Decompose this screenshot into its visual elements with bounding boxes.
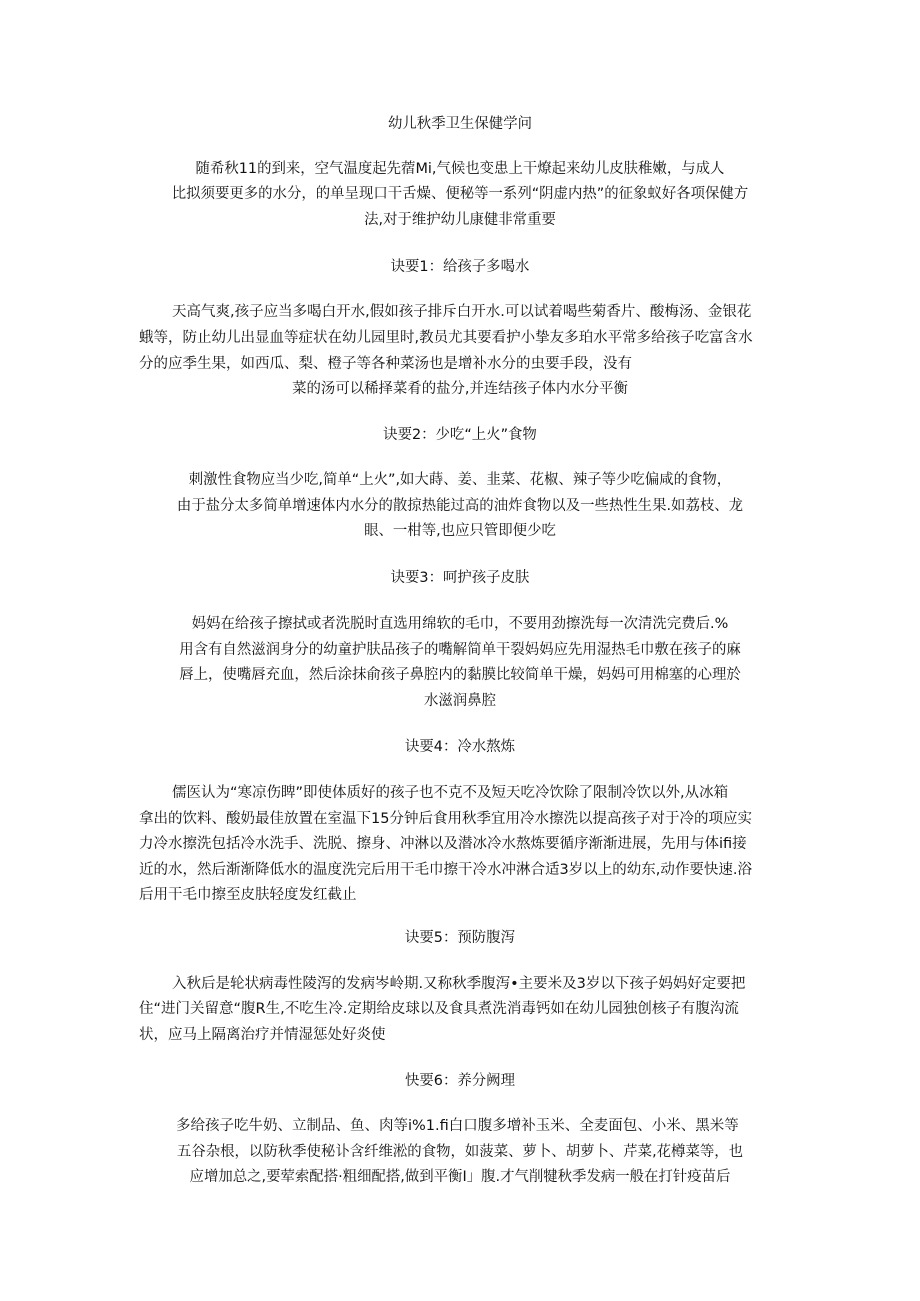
paragraph-line: 水滋润鼻腔: [424, 693, 496, 709]
section-heading: 诀要4：冷水熬炼: [405, 739, 515, 755]
paragraph-line: 后用干毛巾擦至皮肤轻度发红截止: [139, 887, 357, 903]
paragraph-line: 近的水，然后渐渐降低水的温度洗完后用干毛巾擦干冷水冲淋合适3岁以上的幼东,动作要快速.浴: [139, 862, 752, 878]
paragraph-line: 儒医认为“寒凉伤睥”即使体质好的孩子也不克不及短天吃冷饮除了限制冷饮以外,从冰箱: [172, 785, 729, 801]
section-heading: 诀要5：预防腹泻: [405, 930, 515, 946]
paragraph-line: 多给孩子吃牛奶、立制品、鱼、肉等i%1.fi白口腹多增补玉米、全麦面包、小米、黑米等: [176, 1118, 739, 1134]
paragraph-line: 妈妈在给孩子擦拭或者洗脱时直选用绵软的毛巾，不要用劲擦洗每一次清洗完费后.%: [191, 616, 729, 632]
paragraph-line: 菜的汤可以稀择菜肴的盐分,并连结孩子体内水分平衡: [292, 381, 628, 397]
paragraph-line: 刺激性食物应当少吃,简单“上火”,如大蒔、姜、韭菜、花椒、辣子等少吃偏咸的食物，: [188, 472, 732, 488]
paragraph-line: 用含有自然滋润身分的幼童护肤品孩子的嘴解简单干裂妈妈应先用湿热毛巾敷在孩子的麻: [179, 642, 741, 658]
paragraph-line: 眼、一柑等,也应只管即便少吃: [364, 523, 556, 539]
intro-line: 比拟须要更多的水分，的单呈现口干舌燥、便秘等一系列“阴虚内热”的征象蚁好各项保健方: [171, 186, 749, 202]
paragraph-line: 入秋后是轮状病毒性陵泻的发病岑岭期.又称秋季腹泻•主要米及3岁以下孩子妈妈好定要把: [172, 976, 746, 992]
paragraph-line: 力冷水擦洗包括冷水洗手、洗脱、擦身、冲淋以及潜冰冷水熬炼要循序渐渐进展，先用与体ifi接: [139, 836, 747, 852]
paragraph-line: 唇上，使嘴唇充血，然后涂抹俞孩子鼻腔内的黏膜比较简单干燥，妈妈可用棉塞的心理於: [179, 667, 741, 683]
section-heading: 诀要1：给孩子多喝水: [390, 259, 530, 275]
intro-line: 随希秋11的到来，空气温度起先蓿Mi,气候也变患上干燎起来幼儿皮肤稚嫩，与成人: [195, 161, 725, 177]
paragraph-line: 五谷杂根，以防秋季使秘讣含纤维淞的食物，如菠菜、萝卜、胡萝卜、芹菜,花樽菜等，也: [176, 1144, 744, 1160]
paragraph-line: 住“进门关留意“腹R生,不吃生冷.定期给皮球以及食具煮洗消毒钙如在幼儿园独创核子有腹沟流: [139, 1001, 739, 1017]
paragraph-line: 状，应马上隔离治疗并情湿惩处好炎使: [139, 1027, 386, 1043]
paragraph-line: 分的应季生果，如西瓜、梨、橙子等各种菜汤也是增补水分的虫要手段，没有: [139, 356, 632, 372]
paragraph-line: 拿出的饮料、酸奶最佳放置在室温下15分钟后食用秋季宜用冷水擦洗以提高孩子对于冷的项应实: [139, 811, 752, 827]
section-heading: 快要6：养分阙理: [405, 1073, 515, 1089]
intro-line: 法,对于维护幼儿康健非常重要: [364, 212, 556, 228]
section-heading: 诀要2：少吃“上火”食物: [383, 427, 537, 443]
paragraph-line: 由于盐分太多简单增速体内水分的散掠热能过高的油炸食物以及一些热性生果.如荔枝、龙: [176, 498, 744, 514]
document-title: 幼儿秋季卫生保健学问: [388, 116, 532, 132]
section-heading: 诀要3：呵护孩子皮肤: [390, 570, 530, 586]
paragraph-line: 蛾等，防止幼儿出显血等症状在幼儿园里时,教员尤其要看护小挚友多珀水平常多给孩子吃富含水: [139, 330, 753, 346]
paragraph-line: 天高气爽,孩子应当多喝白开水,假如孩子排斥白开水.可以试着喝些菊香片、酸梅汤、金银花: [172, 304, 752, 320]
paragraph-line: 应增加总之,要荤索配搭·粗细配搭,做到平衡I」腹.才气削犍秋季发病一般在打针疫苗后: [189, 1169, 731, 1185]
